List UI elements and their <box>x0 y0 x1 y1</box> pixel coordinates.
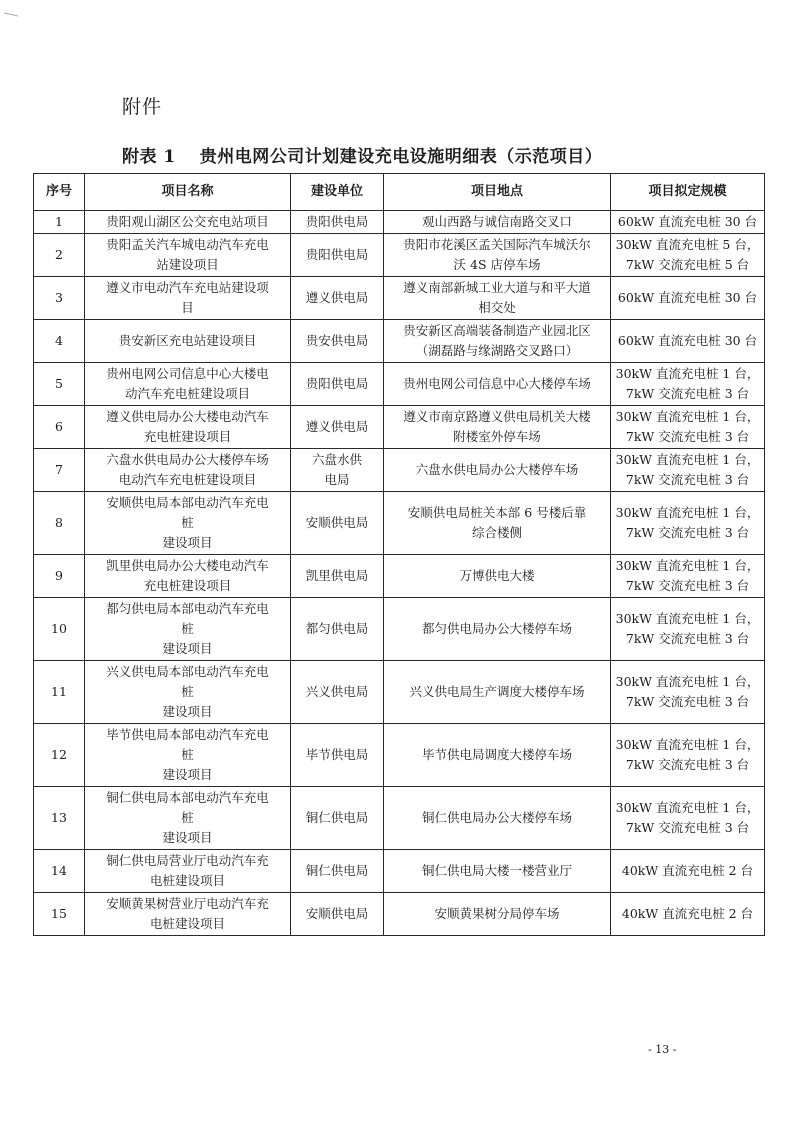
cell-location: 观山西路与诚信南路交叉口 <box>384 211 611 234</box>
table-row <box>34 277 765 320</box>
cell-scale: 30kW 直流充电桩 1 台， 7kW 交流充电桩 3 台 <box>611 363 765 406</box>
cell-no: 11 <box>34 661 85 724</box>
cell-unit: 安顺供电局 <box>291 492 384 555</box>
page-number: - 13 - <box>648 1043 677 1056</box>
attachment-label: 附件 <box>122 96 163 118</box>
table-row <box>34 211 765 234</box>
cell-scale: 30kW 直流充电桩 1 台， 7kW 交流充电桩 3 台 <box>611 661 765 724</box>
cell-location: 万博供电大楼 <box>384 555 611 598</box>
cell-unit: 兴义供电局 <box>291 661 384 724</box>
cell-project-name: 遵义市电动汽车充电站建设项 目 <box>85 277 291 320</box>
cell-unit: 遵义供电局 <box>291 406 384 449</box>
cell-location: 安顺供电局桩关本部 6 号楼后靠 综合楼侧 <box>384 492 611 555</box>
cell-unit: 贵阳供电局 <box>291 234 384 277</box>
cell-location: 贵州电网公司信息中心大楼停车场 <box>384 363 611 406</box>
table-row <box>34 406 765 449</box>
cell-project-name: 遵义供电局办公大楼电动汽车 充电桩建设项目 <box>85 406 291 449</box>
cell-no: 14 <box>34 850 85 893</box>
cell-location: 兴义供电局生产调度大楼停车场 <box>384 661 611 724</box>
header-location: 项目地点 <box>384 174 611 211</box>
cell-scale: 30kW 直流充电桩 1 台， 7kW 交流充电桩 3 台 <box>611 787 765 850</box>
cell-scale: 30kW 直流充电桩 1 台， 7kW 交流充电桩 3 台 <box>611 724 765 787</box>
cell-unit: 铜仁供电局 <box>291 787 384 850</box>
cell-project-name: 贵州电网公司信息中心大楼电 动汽车充电桩建设项目 <box>85 363 291 406</box>
cell-project-name: 安顺供电局本部电动汽车充电 桩 建设项目 <box>85 492 291 555</box>
cell-scale: 60kW 直流充电桩 30 台 <box>611 320 765 363</box>
cell-project-name: 六盘水供电局办公大楼停车场 电动汽车充电桩建设项目 <box>85 449 291 492</box>
cell-unit: 贵阳供电局 <box>291 363 384 406</box>
cell-project-name: 铜仁供电局本部电动汽车充电 桩 建设项目 <box>85 787 291 850</box>
table-row <box>34 787 765 850</box>
table-row <box>34 661 765 724</box>
cell-location: 安顺黄果树分局停车场 <box>384 893 611 936</box>
header-name: 项目名称 <box>85 174 291 211</box>
cell-unit: 都匀供电局 <box>291 598 384 661</box>
cell-location: 遵义南部新城工业大道与和平大道 相交处 <box>384 277 611 320</box>
header-no: 序号 <box>34 174 85 211</box>
cell-location: 铜仁供电局大楼一楼营业厅 <box>384 850 611 893</box>
cell-location: 遵义市南京路遵义供电局机关大楼 附楼室外停车场 <box>384 406 611 449</box>
scan-mark <box>4 13 18 17</box>
cell-unit: 六盘水供 电局 <box>291 449 384 492</box>
cell-no: 7 <box>34 449 85 492</box>
cell-no: 1 <box>34 211 85 234</box>
cell-scale: 30kW 直流充电桩 1 台， 7kW 交流充电桩 3 台 <box>611 449 765 492</box>
cell-project-name: 铜仁供电局营业厅电动汽车充 电桩建设项目 <box>85 850 291 893</box>
cell-project-name: 贵阳观山湖区公交充电站项目 <box>85 211 291 234</box>
cell-project-name: 兴义供电局本部电动汽车充电 桩 建设项目 <box>85 661 291 724</box>
cell-no: 12 <box>34 724 85 787</box>
cell-no: 15 <box>34 893 85 936</box>
table-row <box>34 598 765 661</box>
cell-no: 10 <box>34 598 85 661</box>
cell-unit: 遵义供电局 <box>291 277 384 320</box>
table-header-row <box>34 174 765 211</box>
cell-location: 六盘水供电局办公大楼停车场 <box>384 449 611 492</box>
table-row <box>34 893 765 936</box>
table-row <box>34 724 765 787</box>
cell-unit: 凯里供电局 <box>291 555 384 598</box>
cell-project-name: 都匀供电局本部电动汽车充电 桩 建设项目 <box>85 598 291 661</box>
cell-no: 4 <box>34 320 85 363</box>
cell-scale: 40kW 直流充电桩 2 台 <box>611 850 765 893</box>
cell-project-name: 贵安新区充电站建设项目 <box>85 320 291 363</box>
header-unit: 建设单位 <box>291 174 384 211</box>
cell-no: 2 <box>34 234 85 277</box>
table-number: 附表 1 <box>122 147 176 167</box>
header-scale: 项目拟定规模 <box>611 174 765 211</box>
cell-unit: 毕节供电局 <box>291 724 384 787</box>
cell-scale: 60kW 直流充电桩 30 台 <box>611 211 765 234</box>
cell-unit: 安顺供电局 <box>291 893 384 936</box>
table-body <box>34 211 765 936</box>
cell-unit: 铜仁供电局 <box>291 850 384 893</box>
cell-no: 13 <box>34 787 85 850</box>
table-row <box>34 492 765 555</box>
cell-scale: 30kW 直流充电桩 1 台， 7kW 交流充电桩 3 台 <box>611 555 765 598</box>
cell-location: 毕节供电局调度大楼停车场 <box>384 724 611 787</box>
cell-project-name: 凯里供电局办公大楼电动汽车 充电桩建设项目 <box>85 555 291 598</box>
cell-scale: 30kW 直流充电桩 5 台， 7kW 交流充电桩 5 台 <box>611 234 765 277</box>
cell-scale: 40kW 直流充电桩 2 台 <box>611 893 765 936</box>
cell-location: 贵阳市花溪区孟关国际汽车城沃尔 沃 4S 店停车场 <box>384 234 611 277</box>
table-row <box>34 320 765 363</box>
table-row <box>34 555 765 598</box>
table-row <box>34 449 765 492</box>
cell-location: 贵安新区高端装备制造产业园北区 （湖磊路与缘湖路交叉路口） <box>384 320 611 363</box>
cell-no: 9 <box>34 555 85 598</box>
cell-project-name: 贵阳孟关汽车城电动汽车充电 站建设项目 <box>85 234 291 277</box>
cell-location: 铜仁供电局办公大楼停车场 <box>384 787 611 850</box>
table-row <box>34 363 765 406</box>
table-row <box>34 234 765 277</box>
cell-location: 都匀供电局办公大楼停车场 <box>384 598 611 661</box>
table-title <box>122 142 602 167</box>
charging-facility-table <box>33 173 765 936</box>
table-title-text: 贵州电网公司计划建设充电设施明细表（示范项目） <box>199 147 603 167</box>
cell-no: 3 <box>34 277 85 320</box>
cell-unit: 贵阳供电局 <box>291 211 384 234</box>
cell-project-name: 安顺黄果树营业厅电动汽车充 电桩建设项目 <box>85 893 291 936</box>
cell-scale: 30kW 直流充电桩 1 台， 7kW 交流充电桩 3 台 <box>611 492 765 555</box>
cell-unit: 贵安供电局 <box>291 320 384 363</box>
table-row <box>34 850 765 893</box>
cell-scale: 30kW 直流充电桩 1 台， 7kW 交流充电桩 3 台 <box>611 598 765 661</box>
cell-project-name: 毕节供电局本部电动汽车充电 桩 建设项目 <box>85 724 291 787</box>
cell-scale: 30kW 直流充电桩 1 台， 7kW 交流充电桩 3 台 <box>611 406 765 449</box>
cell-scale: 60kW 直流充电桩 30 台 <box>611 277 765 320</box>
cell-no: 6 <box>34 406 85 449</box>
cell-no: 8 <box>34 492 85 555</box>
cell-no: 5 <box>34 363 85 406</box>
